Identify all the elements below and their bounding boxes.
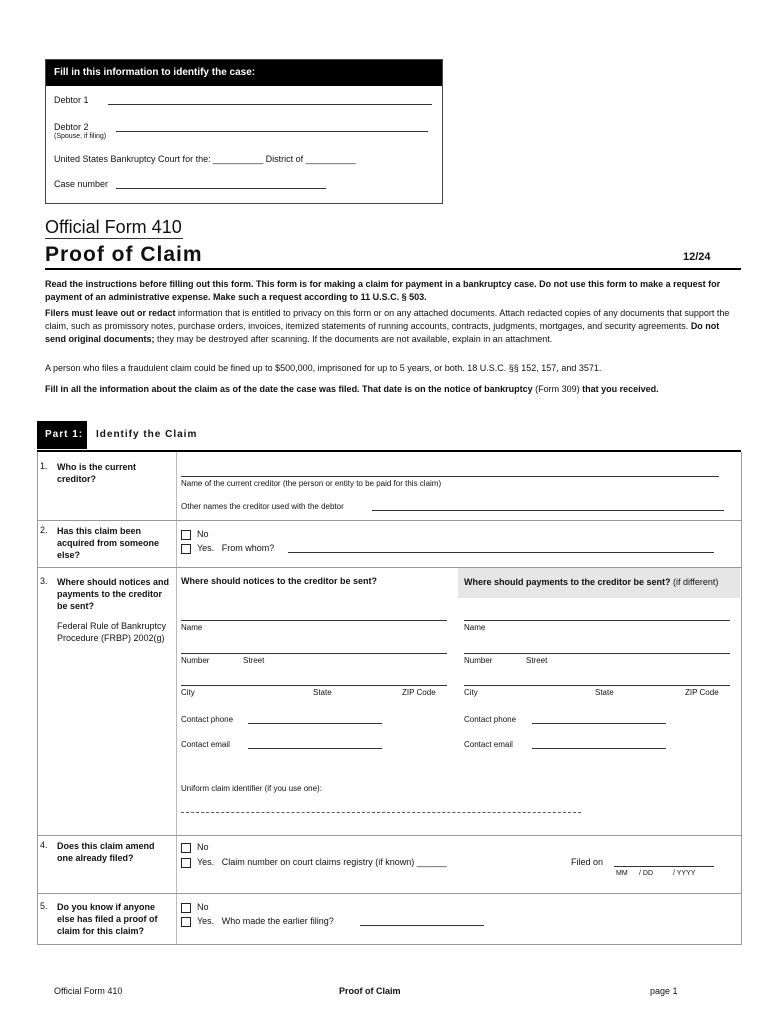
- case-info-header: Fill in this information to identify the case:: [46, 60, 442, 86]
- q1-number: 1.: [40, 461, 48, 471]
- page-title: Proof of Claim: [45, 243, 203, 266]
- debtor2-field[interactable]: [116, 131, 428, 132]
- notice-city-field[interactable]: [181, 685, 447, 686]
- official-form-label: Official Form 410: [45, 217, 182, 237]
- creditor-name-field[interactable]: [181, 476, 719, 477]
- q5-label: Do you know if anyone else has filed a proof of claim for this claim?: [57, 902, 158, 936]
- q5-no-label: No: [197, 902, 209, 912]
- title-rule: [45, 268, 741, 270]
- payment-state-label: State: [595, 688, 614, 697]
- payment-phone-label: Contact phone: [464, 715, 517, 724]
- part1-title: Identify the Claim: [96, 429, 198, 440]
- payment-phone-field[interactable]: [532, 723, 666, 724]
- q2-label: Has this claim been acquired from someone else?: [57, 526, 160, 560]
- q2-no-label: No: [197, 529, 209, 539]
- notice-phone-field[interactable]: [248, 723, 382, 724]
- q3-rule-ref: Federal Rule of Bankruptcy Procedure (FRBP) 2002(g): [57, 621, 167, 643]
- q5-who-label: Who made the earlier filing?: [221, 916, 334, 926]
- date-mm-label: MM: [616, 870, 628, 877]
- debtor2-note: (Spouse, if filing): [54, 133, 107, 140]
- notice-street-label: Street: [243, 656, 265, 665]
- court-label: United States Bankruptcy Court for the: __________ District of __________: [54, 154, 356, 164]
- payment-name-label: Name: [464, 623, 486, 632]
- payments-heading: [464, 576, 734, 588]
- q4-no-checkbox[interactable]: [181, 843, 191, 853]
- uci-field[interactable]: [181, 812, 581, 813]
- row-divider: [37, 893, 741, 894]
- q4-claim-number-label: Claim number on court claims registry (if known) ______: [221, 857, 447, 867]
- footer-page-number: page 1: [650, 986, 678, 996]
- intro-fill-end: that you received.: [582, 384, 659, 394]
- q5-no-checkbox[interactable]: [181, 903, 191, 913]
- q4-no-option[interactable]: [181, 842, 209, 853]
- from-whom-field[interactable]: [288, 552, 714, 553]
- intro-fill-form: (Form 309): [532, 384, 583, 394]
- intro-redact-bold: Filers must leave out or redact: [45, 308, 176, 318]
- debtor2-label: Debtor 2: [54, 122, 89, 132]
- footer-title: Proof of Claim: [339, 986, 401, 996]
- notice-name-field[interactable]: [181, 620, 447, 621]
- q1-label: Who is the current creditor?: [57, 462, 137, 484]
- debtor1-label: Debtor 1: [54, 95, 89, 105]
- q2-no-option[interactable]: [181, 529, 209, 540]
- part1-tag: Part 1:: [37, 421, 87, 449]
- case-number-label: Case number: [54, 179, 109, 189]
- notice-email-field[interactable]: [248, 748, 382, 749]
- q5-number: 5.: [40, 901, 48, 911]
- row-divider: [37, 835, 741, 836]
- notice-name-label: Name: [181, 623, 203, 632]
- q4-yes-checkbox[interactable]: [181, 858, 191, 868]
- notice-street-field[interactable]: [181, 653, 447, 654]
- payment-street-label: Street: [526, 656, 548, 665]
- payment-email-label: Contact email: [464, 740, 513, 749]
- earlier-filer-field[interactable]: [360, 925, 484, 926]
- q5-yes-option[interactable]: [181, 916, 334, 927]
- q5-no-option[interactable]: [181, 902, 209, 913]
- intro-fraud: A person who files a fraudulent claim could be fined up to $500,000, imprisoned for up to 5 years, or both. 18 U.S.C. §§ 152, 157, and 3571.: [45, 363, 602, 373]
- payment-name-field[interactable]: [464, 620, 730, 621]
- date-dd-label: / DD: [639, 870, 653, 877]
- q5-yes-checkbox[interactable]: [181, 917, 191, 927]
- q3-label: Where should notices and payments to the creditor be sent?: [57, 577, 170, 611]
- q2-from-whom-label: From whom?: [221, 543, 275, 553]
- payment-email-field[interactable]: [532, 748, 666, 749]
- intro-originals-bold: Do not send original documents;: [45, 321, 720, 344]
- payment-city-field[interactable]: [464, 685, 730, 686]
- q4-label: Does this claim amend one already filed?: [57, 841, 155, 863]
- intro-redact: [45, 307, 735, 346]
- q4-no-label: No: [197, 842, 209, 852]
- debtor1-field[interactable]: [108, 104, 432, 105]
- intro-fill-bold: Fill in all the information about the claim as of the date the case was filed. That date is on the notice of bankruptcy: [45, 384, 533, 394]
- q2-yes-option[interactable]: [181, 543, 274, 554]
- notice-phone-label: Contact phone: [181, 715, 234, 724]
- question-column-divider: [176, 452, 177, 944]
- notice-email-label: Contact email: [181, 740, 230, 749]
- q2-yes-checkbox[interactable]: [181, 544, 191, 554]
- q4-filed-on-label: Filed on: [571, 857, 604, 867]
- q2-yes-label: Yes.: [197, 543, 215, 553]
- title-divider: [45, 238, 183, 239]
- notices-heading: Where should notices to the creditor be sent?: [181, 576, 378, 586]
- intro-instructions: Read the instructions before filling out this form. This form is for making a claim for payment in a bankruptcy case. Do not use this form to make a request for payment of an administrative expense. Make such a request according to 11 U.S.C. § 503.: [45, 279, 721, 302]
- filed-on-date-field[interactable]: [614, 866, 714, 867]
- q4-yes-label: Yes.: [197, 857, 215, 867]
- notice-city-label: City: [181, 688, 195, 697]
- row-divider: [37, 520, 741, 521]
- intro-fill-in: [45, 384, 745, 394]
- other-names-label: Other names the creditor used with the debtor: [181, 502, 344, 511]
- q2-number: 2.: [40, 525, 48, 535]
- notice-state-label: State: [313, 688, 332, 697]
- uci-label: Uniform claim identifier (if you use one):: [181, 784, 322, 793]
- payments-heading-sub: (if different): [670, 577, 719, 587]
- payment-zip-label: ZIP Code: [685, 688, 719, 697]
- other-names-field[interactable]: [372, 510, 724, 511]
- intro-originals-text: they may be destroyed after scanning. If the documents are not available, explain in an attachment.: [154, 334, 553, 344]
- case-number-field[interactable]: [116, 188, 326, 189]
- q5-yes-label: Yes.: [197, 916, 215, 926]
- footer-form-name: Official Form 410: [54, 986, 123, 996]
- intro-redact-text: information that is entitled to privacy on this form or on any attached documents. Attach redacted copies of any documents that support the claim, such as promissory notes, purchase orders, invoices, itemized statements of running accounts, contracts, judgments, mortgages, and security agreements.: [45, 308, 730, 331]
- payment-city-label: City: [464, 688, 478, 697]
- payment-number-label: Number: [464, 656, 493, 665]
- creditor-name-caption: Name of the current creditor (the person or entity to be paid for this claim): [181, 479, 442, 488]
- q2-no-checkbox[interactable]: [181, 530, 191, 540]
- q4-number: 4.: [40, 840, 48, 850]
- notice-zip-label: ZIP Code: [402, 688, 436, 697]
- payments-heading-bold: Where should payments to the creditor be sent?: [464, 577, 671, 587]
- q4-yes-option[interactable]: [181, 857, 447, 868]
- form-version: 12/24: [683, 251, 711, 263]
- payment-street-field[interactable]: [464, 653, 730, 654]
- notice-number-label: Number: [181, 656, 210, 665]
- q3-number: 3.: [40, 576, 48, 586]
- date-yyyy-label: / YYYY: [673, 870, 696, 877]
